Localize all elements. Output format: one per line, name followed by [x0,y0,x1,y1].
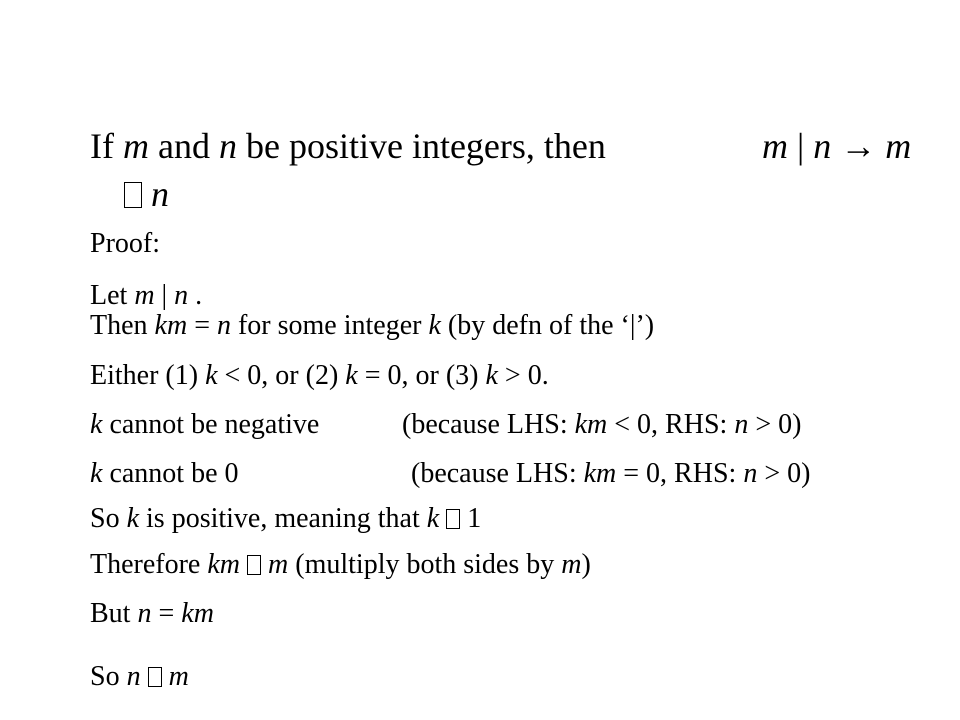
var-k: k [345,360,358,391]
proof-line-zero [90,460,239,488]
reason-text: > 0) [748,409,802,440]
proof-line-conclusion [90,663,189,691]
closing-paren: ) [581,549,591,580]
proof-line-zero-reason [411,460,810,488]
implies-arrow-symbol: → [840,126,877,166]
proof-line-but [90,600,214,628]
case-text: = 0, or (3) [357,360,486,391]
var-k: k [205,360,218,391]
reason-text: (because LHS: [411,458,584,489]
theorem-implication [762,128,911,164]
so-word: So [90,661,127,692]
var-k: k [90,458,103,489]
reason-text: = 0, RHS: [616,458,744,489]
cannot-be-zero-text: cannot be 0 [102,458,239,489]
reason-text: (because LHS: [402,409,575,440]
var-k: k [485,360,498,391]
theorem-var-n: n [218,126,237,166]
var-m: m [168,661,189,692]
case-text: > 0. [497,360,549,391]
var-m: m [134,280,155,311]
var-m: m [561,549,582,580]
equals-text: = [151,598,182,629]
var-n: n [734,409,749,440]
either-text: Either (1) [90,360,206,391]
therefore-word: Therefore [90,549,208,580]
missing-glyph-icon [240,549,268,580]
proof-line-negative [90,411,319,439]
implication-m: m [762,126,788,166]
theorem-if: If [90,126,114,166]
proof-line-negative-reason [402,411,801,439]
but-word: But [90,598,138,629]
var-k: k [126,503,140,534]
by-definition-text: (by defn of the ‘|’) [440,310,655,341]
var-n: n [174,280,189,311]
proof-line-positive [90,505,481,533]
case-text: < 0, or (2) [217,360,346,391]
cannot-be-negative-text: cannot be negative [102,409,320,440]
theorem-var-m: m [122,126,149,166]
implication-m-second: m [885,126,912,166]
missing-glyph-icon [124,182,142,208]
let-word: Let [90,280,135,311]
var-n: n [137,598,152,629]
proof-label: Proof: [90,228,160,259]
proof-line-either [90,362,549,390]
theorem-implication-continued [124,176,169,212]
divides-symbol: | [797,126,805,166]
theorem-premise-rest: be positive integers, then [245,126,606,166]
proof-line-then [90,312,654,340]
implication-n: n [813,126,832,166]
reason-text: < 0, RHS: [607,409,735,440]
multiply-text: (multiply both sides by [288,549,562,580]
var-n: n [216,310,231,341]
theorem-and: and [157,126,210,166]
theorem-statement [90,128,606,164]
equals-text: = [187,310,217,341]
var-m: m [268,549,289,580]
reason-text: > 0) [757,458,811,489]
var-km: km [207,549,241,580]
var-n: n [743,458,758,489]
so-word: So [90,503,127,534]
period: . [188,280,203,311]
var-k: k [428,310,441,341]
var-k: k [90,409,103,440]
divides-symbol: | [154,280,175,311]
then-word: Then [90,310,155,341]
missing-glyph-icon: 1 [439,503,481,534]
var-km: km [154,310,188,341]
var-km: km [583,458,617,489]
is-positive-text: is positive, meaning that [139,503,427,534]
proof-line-let [90,282,202,310]
proof-line-therefore [90,551,591,579]
var-k: k [426,503,440,534]
var-km: km [574,409,608,440]
var-km: km [181,598,214,629]
for-some-integer-text: for some integer [230,310,429,341]
implication-n-second: n [151,174,169,214]
var-n: n [126,661,141,692]
missing-glyph-icon [141,661,169,692]
